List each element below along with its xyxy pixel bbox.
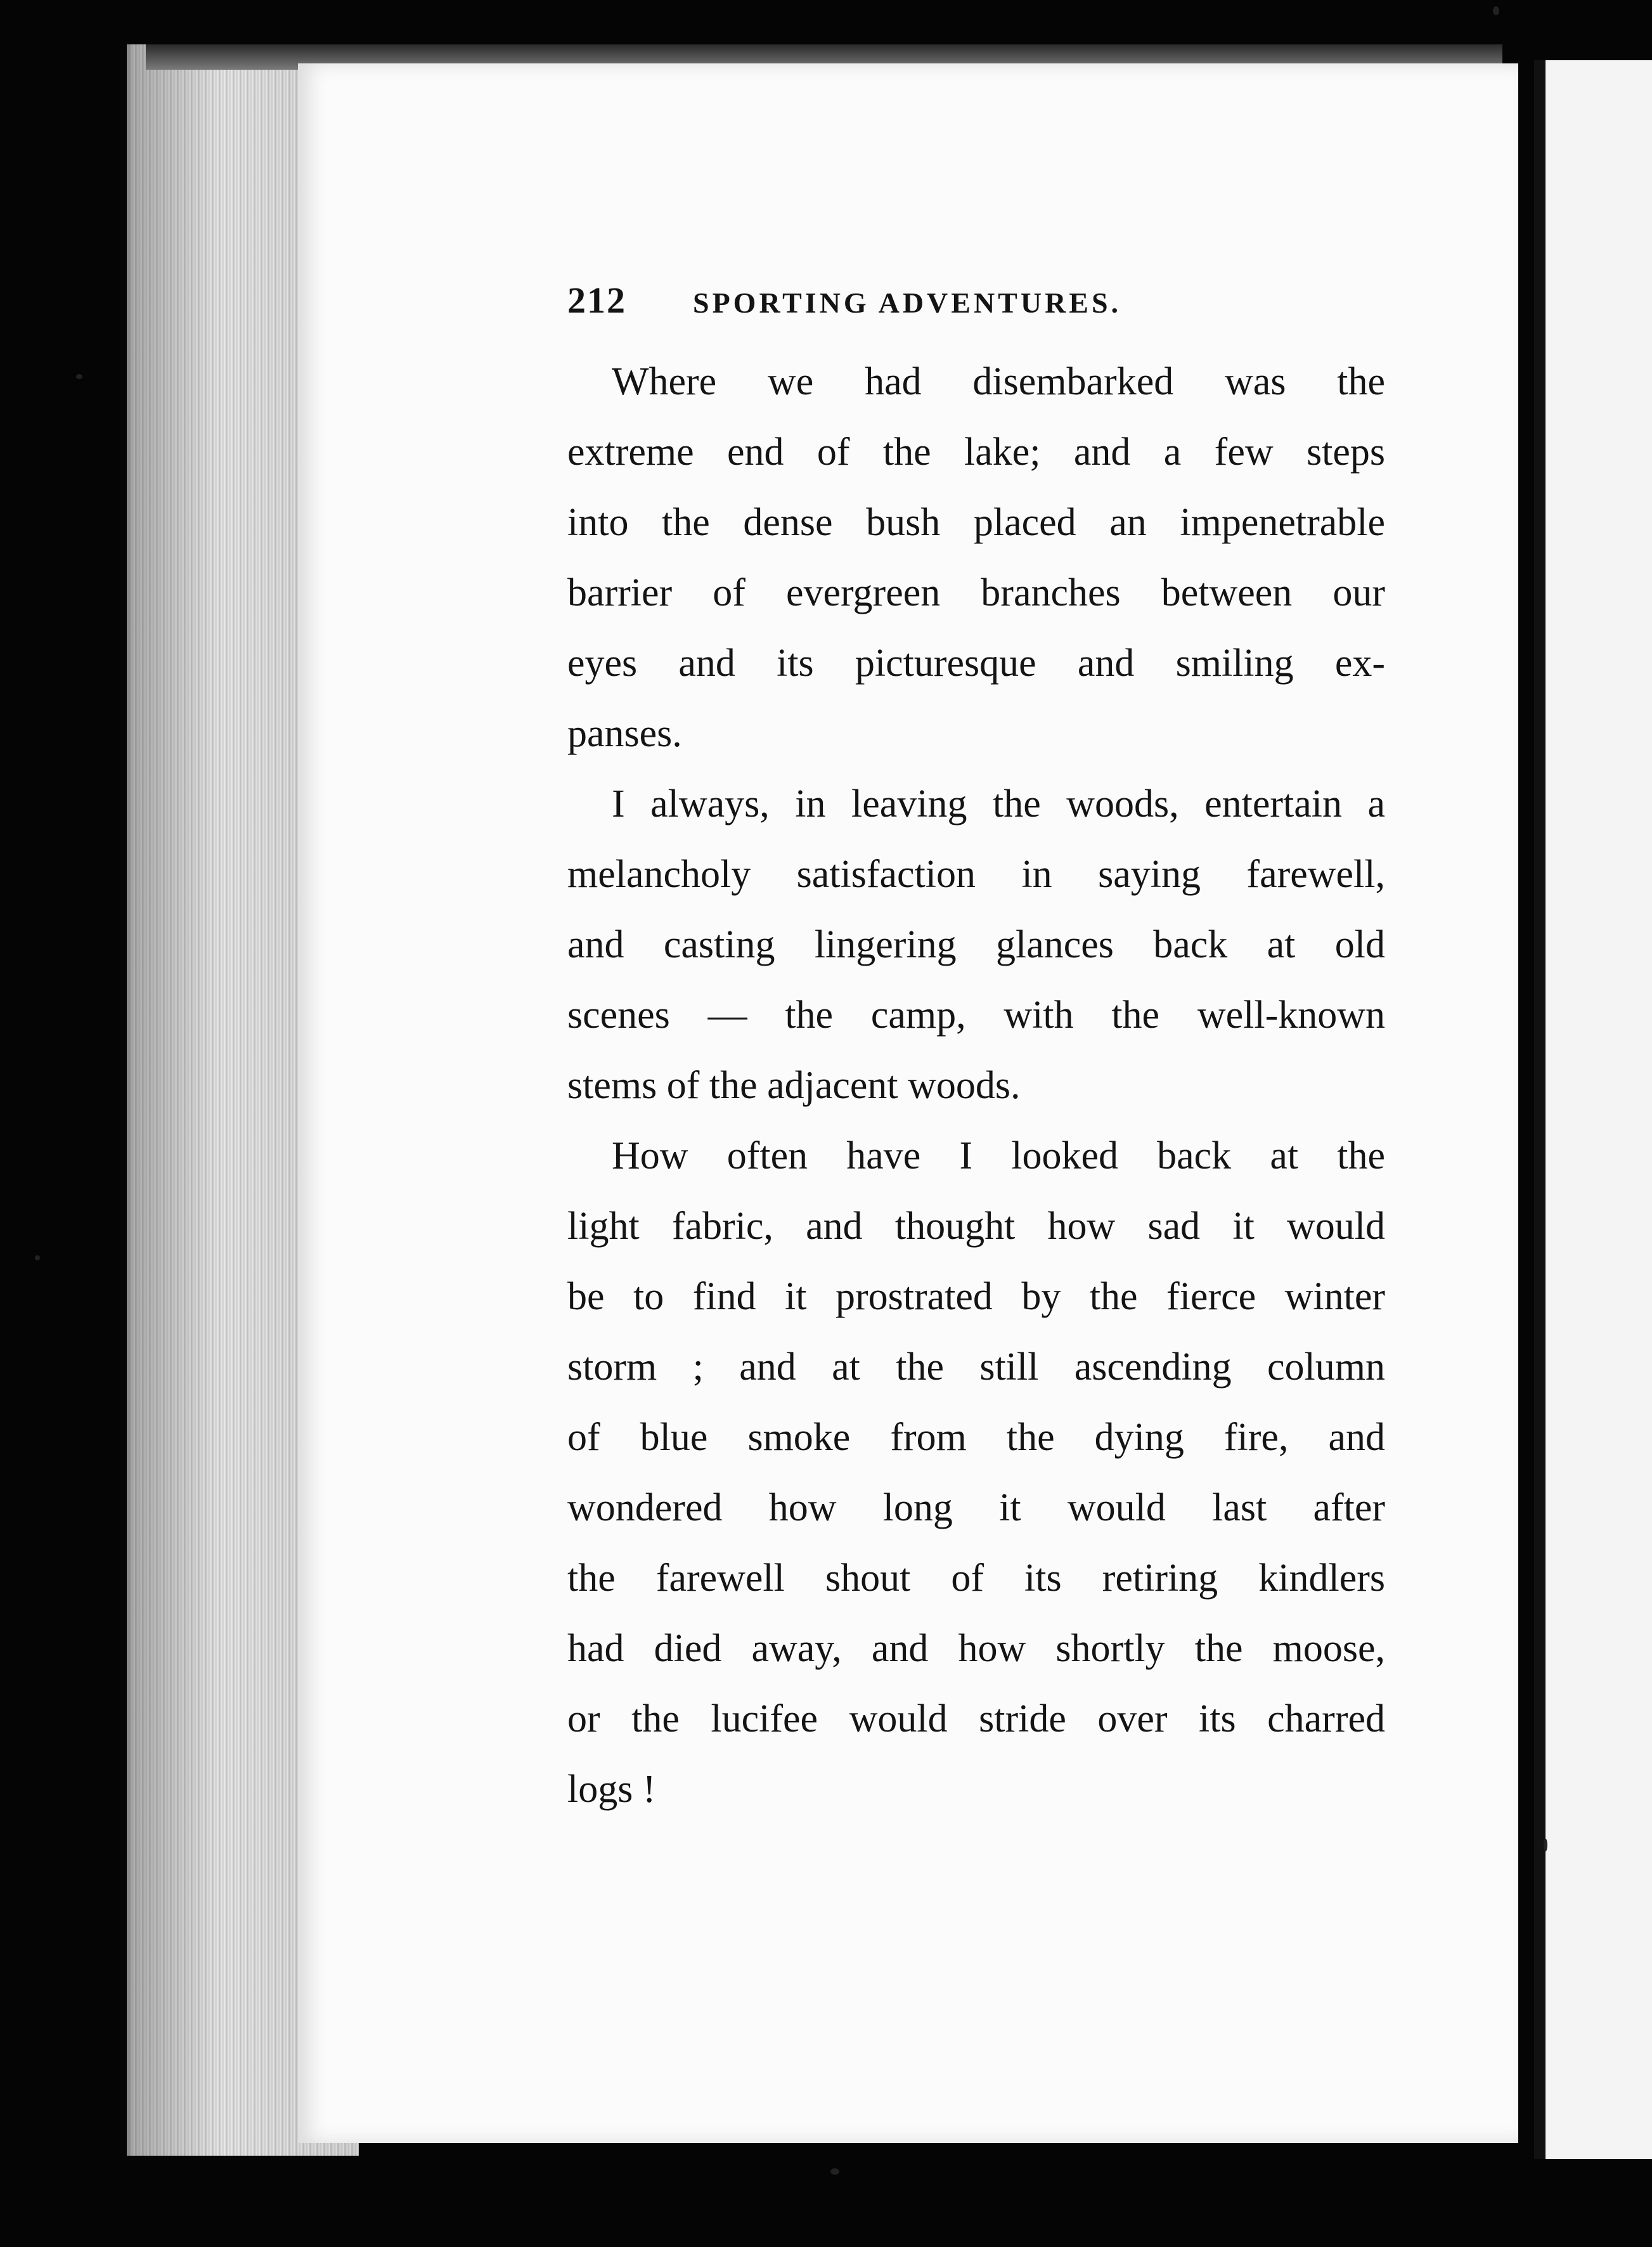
text-line: the farewell shout of its retiring kindlers: [567, 1557, 1385, 1600]
running-head-title: SPORTING ADVENTURES.: [693, 287, 1122, 319]
dust-speck: [35, 1255, 40, 1260]
text-line: panses.: [567, 712, 682, 755]
dust-speck: [1493, 6, 1499, 15]
text-line: Where we had disembarked was the: [612, 360, 1385, 403]
text-line: How often have I looked back at the: [612, 1134, 1385, 1177]
text-line: logs !: [567, 1768, 656, 1811]
text-line: wondered how long it would last after: [567, 1486, 1385, 1529]
text-line: extreme end of the lake; and a few steps: [567, 431, 1385, 474]
text-line: scenes — the camp, with the well-known: [567, 994, 1385, 1037]
text-line: of blue smoke from the dying fire, and: [567, 1416, 1385, 1459]
text-line: storm ; and at the still ascending column: [567, 1345, 1385, 1389]
text-line: or the lucifee would stride over its charred: [567, 1697, 1385, 1740]
text-line: barrier of evergreen branches between our: [567, 571, 1385, 614]
dust-speck: [76, 374, 82, 379]
text-line: I always, in leaving the woods, entertain a: [612, 782, 1385, 826]
paragraph: [567, 1121, 1385, 1825]
paragraph: [567, 769, 1385, 1121]
text-line: into the dense bush placed an impenetrable: [567, 501, 1385, 544]
page-number: 212: [567, 280, 626, 321]
text-line: light fabric, and thought how sad it would: [567, 1205, 1385, 1248]
page-text: [567, 279, 1385, 1825]
paragraph: [567, 347, 1385, 769]
text-line: stems of the adjacent woods.: [567, 1064, 1021, 1107]
text-line: eyes and its picturesque and smiling ex-: [567, 642, 1385, 685]
facing-page: [1534, 60, 1652, 2159]
text-line: had died away, and how shortly the moose,: [567, 1627, 1385, 1670]
text-line: melancholy satisfaction in saying farewell,: [567, 853, 1385, 896]
text-line: and casting lingering glances back at old: [567, 923, 1385, 966]
dust-speck: [830, 2168, 839, 2175]
dust-speck: [1544, 1839, 1547, 1851]
running-head: [567, 279, 1385, 321]
text-line: be to find it prostrated by the fierce winter: [567, 1275, 1385, 1318]
